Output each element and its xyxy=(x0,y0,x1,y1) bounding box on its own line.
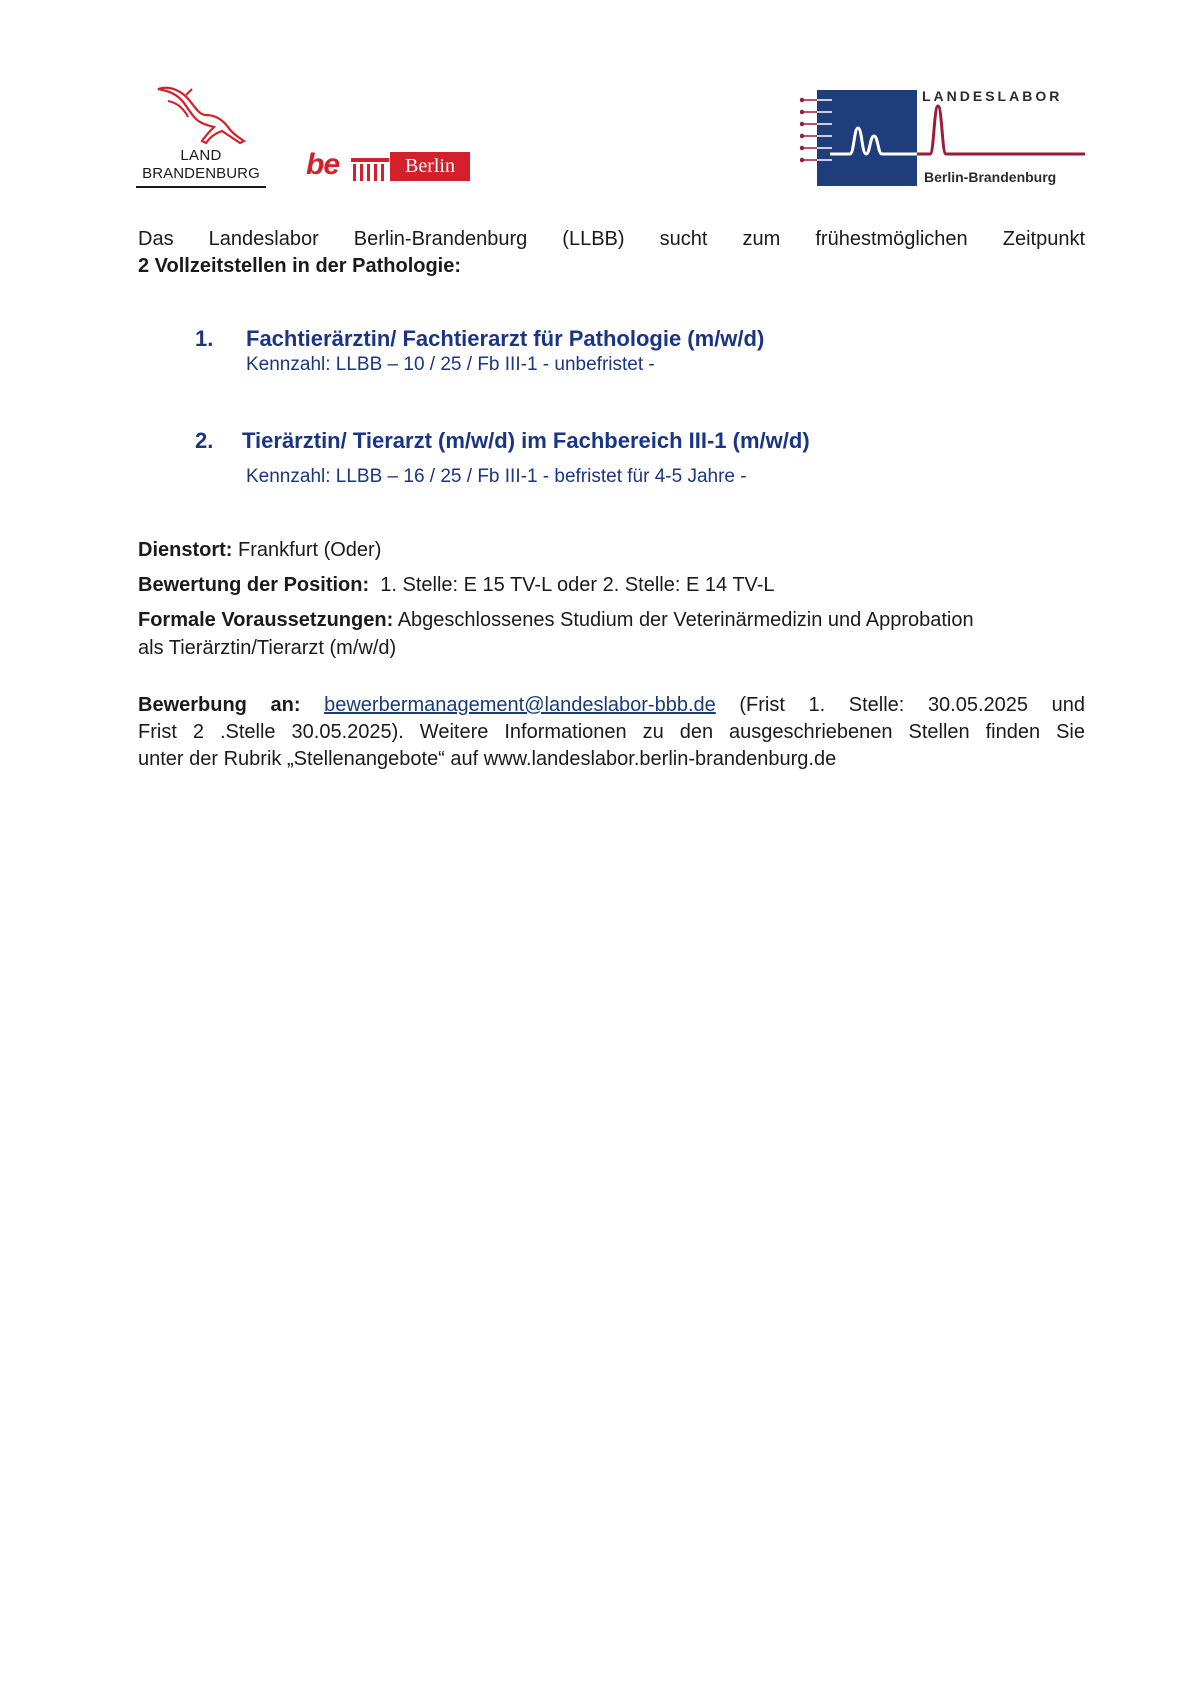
logo-be-berlin xyxy=(306,150,466,190)
intro-line2: 2 Vollzeitstellen in der Pathologie: xyxy=(138,255,462,277)
logo-landeslabor xyxy=(800,86,1085,192)
voraussetzungen-value-line2: als Tierärztin/Tierarzt (m/w/d) xyxy=(138,637,397,659)
voraussetzungen-row xyxy=(138,606,1085,634)
bewertung-value: 1. Stelle: E 15 TV-L oder 2. Stelle: E 14 TV-L xyxy=(380,574,775,596)
dienstort-label: Dienstort: xyxy=(138,539,233,561)
application-label: Bewerbung an: xyxy=(138,694,301,716)
application-line1 xyxy=(138,692,1085,719)
application-line1-rest: (Frist 1. Stelle: 30.05.2025 und xyxy=(739,694,1085,716)
logo-bb-line2: BRANDENBURG xyxy=(142,165,260,182)
position-1-code: Kennzahl: LLBB – 10 / 25 / Fb III-1 - unbefristet - xyxy=(246,354,655,375)
logo-be-text: be xyxy=(306,148,340,181)
logo-berlin-box: Berlin xyxy=(390,152,470,181)
bewertung-label: Bewertung der Position: xyxy=(138,574,370,596)
application-line3: unter der Rubrik „Stellenangebote“ auf www.landeslabor.berlin-brandenburg.de xyxy=(138,748,837,770)
application-line2: Frist 2 .Stelle 30.05.2025). Weitere Informationen zu den ausgeschriebenen Stellen finden Sie xyxy=(138,721,1085,743)
logo-ll-subtitle: Berlin-Brandenburg xyxy=(924,169,1057,185)
position-1-title: Fachtierärztin/ Fachtierarzt für Pathologie (m/w/d) xyxy=(246,326,765,351)
voraussetzungen-value: Abgeschlossenes Studium der Veterinärmedizin und Approbation xyxy=(397,609,974,631)
logo-bb-line1: LAND xyxy=(180,147,222,164)
logo-land-brandenburg xyxy=(136,85,266,190)
brandenburg-gate-icon xyxy=(350,156,390,182)
position-2-title: Tierärztin/ Tierarzt (m/w/d) im Fachbereich III-1 (m/w/d) xyxy=(242,428,810,453)
application-email-link[interactable]: bewerbermanagement@landeslabor-bbb.de xyxy=(324,694,716,716)
position-2-number: 2. xyxy=(195,428,214,453)
eagle-icon xyxy=(156,85,246,147)
intro-line1: Das Landeslabor Berlin-Brandenburg (LLBB) sucht zum frühestmöglichen Zeitpunkt xyxy=(138,228,1085,250)
logo-ll-title: LANDESLABOR xyxy=(922,88,1063,104)
voraussetzungen-label: Formale Voraussetzungen: xyxy=(138,609,394,631)
dienstort-value: Frankfurt (Oder) xyxy=(238,539,382,561)
logo-bb-underline xyxy=(136,186,266,188)
position-2-code: Kennzahl: LLBB – 16 / 25 / Fb III-1 - befristet für 4-5 Jahre - xyxy=(246,466,747,487)
dienstort-row xyxy=(138,536,1085,564)
position-1-number: 1. xyxy=(195,326,214,351)
bewertung-row xyxy=(138,571,1085,599)
